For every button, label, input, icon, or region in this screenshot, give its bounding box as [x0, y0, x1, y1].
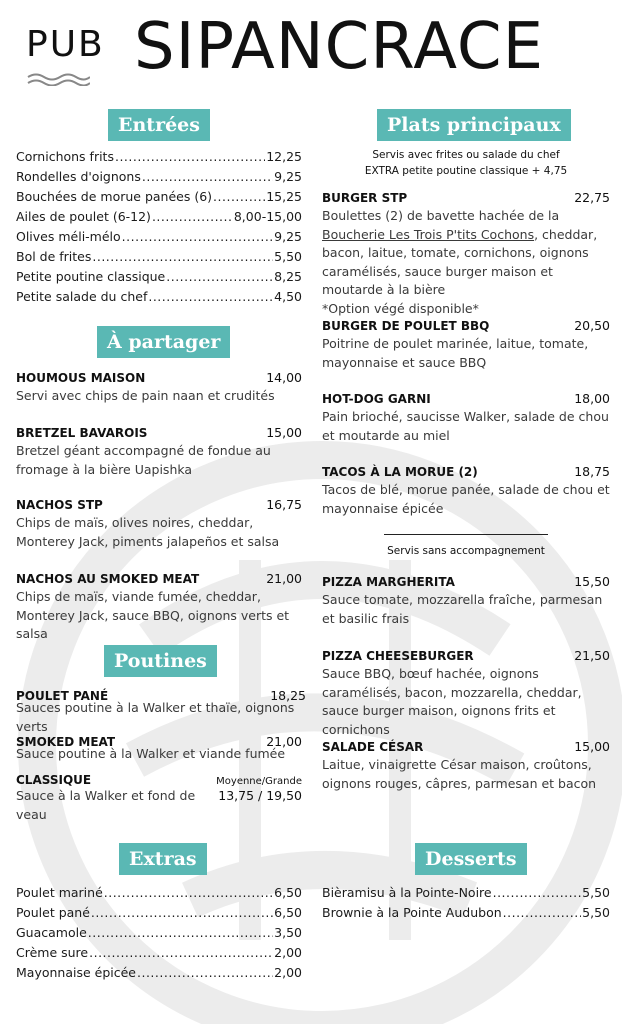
item-desc: Servi avec chips de pain naan et crudités — [16, 388, 275, 403]
menu-item — [322, 648, 610, 739]
item-price: 5,50 — [582, 905, 610, 920]
item-price: 13,75 / 19,50 — [218, 788, 302, 803]
dot-leader — [137, 963, 273, 983]
item-name: Poulet pané — [16, 905, 90, 920]
item-name: Brownie à la Pointe Audubon — [322, 905, 502, 920]
desc-text: , cheddar, bacon, laitue, tomate, cornichons, oignons caramélisés, sauce burger maison et moutarde à la bière — [322, 226, 598, 297]
plats-note-line1: Servis avec frites ou salade du chef — [372, 149, 560, 161]
menu-line-item — [16, 883, 302, 903]
item-price: 6,50 — [274, 885, 302, 900]
dot-leader — [104, 883, 273, 903]
item-price: 15,50 — [574, 574, 610, 589]
item-name: Olives méli-mélo — [16, 229, 121, 244]
menu-item — [16, 773, 302, 824]
item-price: 5,50 — [274, 249, 302, 264]
dot-leader — [91, 903, 273, 923]
item-title: BRETZEL BAVAROIS — [16, 426, 148, 440]
plats-heading: Plats principaux — [377, 109, 571, 141]
item-price: 21,50 — [574, 648, 610, 663]
item-price: 9,25 — [274, 229, 302, 244]
item-name: Bol de frites — [16, 249, 92, 264]
item-name: Crème sure — [16, 945, 89, 960]
item-desc: Tacos de blé, morue panée, salade de chou et mayonnaise épicée — [322, 482, 610, 516]
menu-line-item — [16, 923, 302, 943]
dot-leader — [142, 167, 273, 187]
menu-item — [322, 190, 610, 318]
item-title: NACHOS AU SMOKED MEAT — [16, 572, 200, 586]
dot-leader — [152, 207, 233, 227]
size-label: Moyenne/Grande — [216, 776, 302, 787]
separator-line — [384, 534, 548, 535]
plats-note — [322, 147, 610, 179]
logo-pub-text: PUB — [26, 24, 105, 65]
item-price: 15,00 — [266, 425, 302, 440]
item-price: 21,00 — [266, 734, 302, 749]
plats-note-line2: EXTRA petite poutine classique + 4,75 — [364, 165, 568, 177]
item-title: HOUMOUS MAISON — [16, 371, 146, 385]
menu-line-item — [16, 943, 302, 963]
item-title: PIZZA CHEESEBURGER — [322, 649, 474, 663]
item-title: SALADE CÉSAR — [322, 740, 424, 754]
dot-leader — [503, 903, 582, 923]
item-name: Petite salade du chef — [16, 289, 148, 304]
item-desc: Chips de maïs, viande fumée, cheddar, Monterey Jack, sauce BBQ, oignons verts et salsa — [16, 589, 290, 641]
item-title: BURGER STP — [322, 191, 408, 205]
menu-line-item — [16, 903, 302, 923]
menu-line-item — [16, 287, 302, 307]
item-name: Guacamole — [16, 925, 87, 940]
item-price: 18,00 — [574, 391, 610, 406]
logo-name-text: SIPANCRACE — [134, 10, 544, 84]
item-price: 21,00 — [266, 571, 302, 586]
dot-leader — [92, 247, 273, 267]
menu-line-item — [16, 247, 302, 267]
item-name: Bouchées de morue panées (6) — [16, 189, 213, 204]
item-price: 9,25 — [274, 169, 302, 184]
item-price: 15,25 — [266, 189, 302, 204]
item-title: SMOKED MEAT — [16, 735, 116, 749]
menu-line-item — [322, 903, 610, 923]
item-price: 2,00 — [274, 965, 302, 980]
menu-item — [16, 425, 302, 479]
item-desc: Sauce BBQ, bœuf hachée, oignons caramélisés, bacon, mozzarella, cheddar, sauce burger maison, oignons frits et cornichons — [322, 666, 582, 737]
menu-item — [16, 497, 302, 551]
item-price: 20,50 — [574, 318, 610, 333]
item-price: 6,50 — [274, 905, 302, 920]
dot-leader — [213, 187, 265, 207]
item-desc: Bretzel géant accompagné de fondue au fromage à la bière Uapishka — [16, 443, 271, 477]
item-desc: Chips de maïs, olives noires, cheddar, Monterey Jack, piments jalapeños et salsa — [16, 515, 280, 549]
wave-icon — [26, 72, 90, 86]
entrees-heading: Entrées — [108, 109, 210, 141]
item-desc: Laitue, vinaigrette César maison, croûtons, oignons rouges, câpres, parmesan et bacon — [322, 757, 597, 791]
item-price: 4,50 — [274, 289, 302, 304]
item-desc: Sauce poutine à la Walker et viande fumée — [16, 746, 286, 761]
partager-heading: À partager — [97, 326, 230, 358]
item-title: TACOS À LA MORUE (2) — [322, 465, 478, 479]
menu-line-item — [322, 883, 610, 903]
item-price: 18,75 — [574, 464, 610, 479]
menu-line-item — [16, 147, 302, 167]
menu-line-item — [16, 187, 302, 207]
dot-leader — [115, 147, 265, 167]
item-title: POULET PANÉ — [16, 689, 109, 703]
item-price: 12,25 — [266, 149, 302, 164]
item-price: 3,50 — [274, 925, 302, 940]
item-desc: Pain brioché, saucisse Walker, salade de chou et moutarde au miel — [322, 409, 609, 443]
pub-logo — [26, 10, 606, 94]
plats-note-no-sides: Servis sans accompagnement — [387, 545, 545, 557]
item-name: Bièramisu à la Pointe-Noire — [322, 885, 492, 900]
item-name: Petite poutine classique — [16, 269, 166, 284]
menu-item — [322, 574, 610, 628]
menu-item — [16, 728, 302, 764]
item-name: Rondelles d'oignons — [16, 169, 141, 184]
veggie-option-note: *Option végé disponible* — [322, 300, 479, 316]
item-name: Poulet mariné — [16, 885, 103, 900]
dot-leader — [89, 943, 273, 963]
item-title: HOT-DOG GARNI — [322, 392, 431, 406]
menu-line-item — [16, 267, 302, 287]
poutines-heading: Poutines — [104, 645, 217, 677]
extras-heading: Extras — [119, 843, 207, 875]
item-desc: Sauces poutine à la Walker et thaïe, oignons verts — [16, 700, 295, 734]
menu-line-item — [16, 207, 302, 227]
item-price: 15,00 — [574, 739, 610, 754]
dot-leader — [166, 267, 273, 287]
menu-item — [16, 370, 302, 406]
item-price: 18,25 — [270, 688, 306, 703]
item-name: Mayonnaise épicée — [16, 965, 136, 980]
boucherie-link[interactable]: Boucherie Les Trois P'tits Cochons — [322, 226, 535, 242]
menu-item — [322, 318, 610, 372]
dot-leader — [493, 883, 582, 903]
dot-leader — [88, 923, 273, 943]
item-price: 5,50 — [582, 885, 610, 900]
item-desc: Sauce à la Walker et fond de veau — [16, 788, 196, 822]
item-price: 8,25 — [274, 269, 302, 284]
dot-leader — [122, 227, 273, 247]
menu-item — [322, 739, 610, 793]
item-title: NACHOS STP — [16, 498, 103, 512]
item-title: CLASSIQUE — [16, 773, 92, 787]
item-title: PIZZA MARGHERITA — [322, 575, 455, 589]
item-price: 22,75 — [574, 190, 610, 205]
item-price: 2,00 — [274, 945, 302, 960]
menu-item — [322, 464, 610, 518]
item-price: 16,75 — [266, 497, 302, 512]
dot-leader — [148, 287, 273, 307]
item-desc: Poitrine de poulet marinée, laitue, tomate, mayonnaise et sauce BBQ — [322, 336, 589, 370]
desserts-heading: Desserts — [415, 843, 527, 875]
menu-line-item — [16, 963, 302, 983]
menu-line-item — [16, 227, 302, 247]
item-desc: Sauce tomate, mozzarella fraîche, parmesan et basilic frais — [322, 592, 603, 626]
item-name: Ailes de poulet (6-12) — [16, 209, 151, 224]
menu-item — [322, 391, 610, 445]
menu-line-item — [16, 167, 302, 187]
item-name: Cornichons frits — [16, 149, 114, 164]
item-price: 14,00 — [266, 370, 302, 385]
item-price: 8,00-15,00 — [233, 209, 302, 224]
item-title: BURGER DE POULET BBQ — [322, 319, 490, 333]
item-desc — [322, 207, 610, 300]
desc-text: Boulettes (2) de bavette hachée de la — [322, 208, 560, 223]
menu-item — [16, 571, 302, 644]
